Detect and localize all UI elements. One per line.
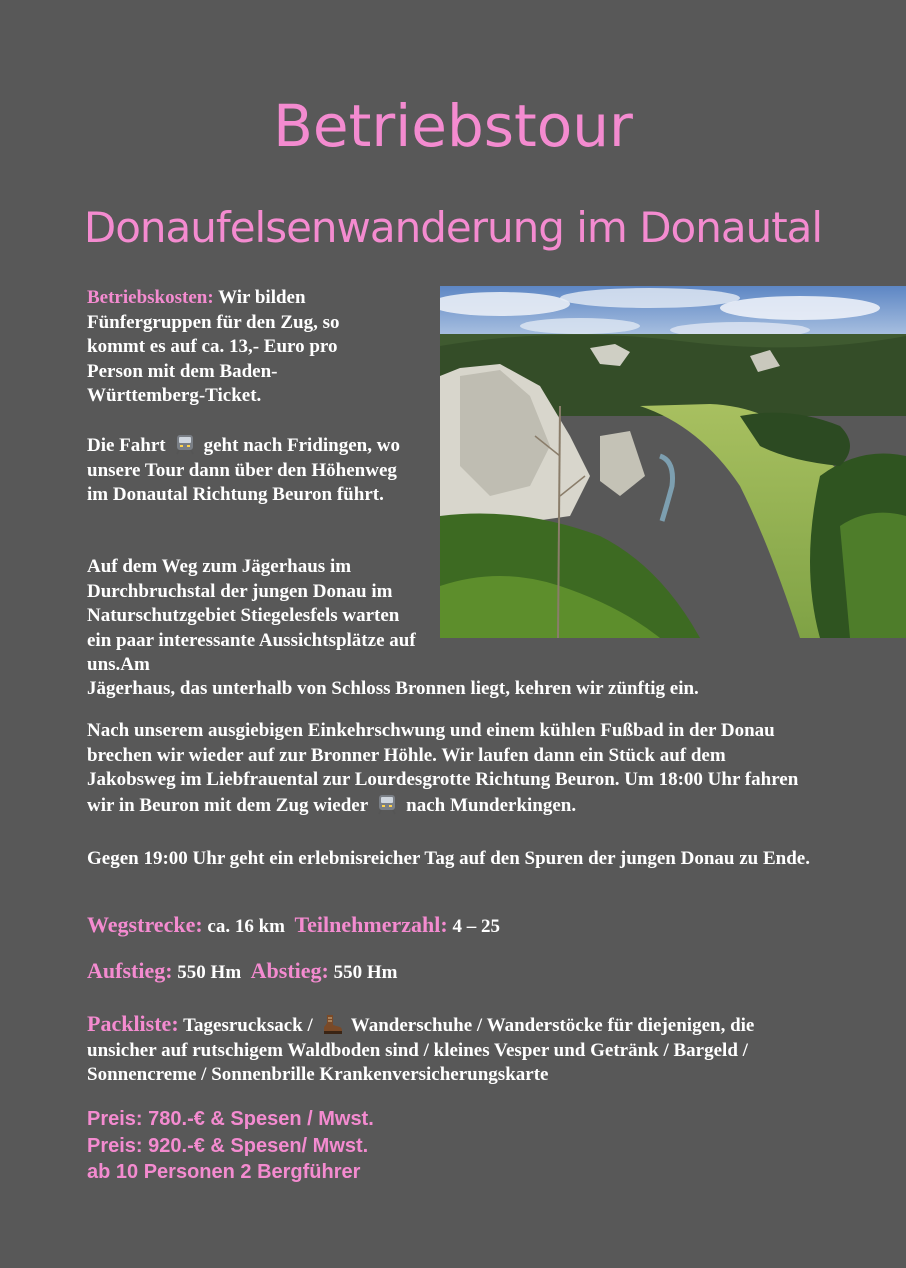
costs-label: Betriebskosten: [87, 287, 214, 308]
guides-note: ab 10 Personen 2 Bergführer [87, 1161, 361, 1183]
journey-text-end: geht nach Fridingen, wo unsere Tour dann über den Höhenweg im Donautal Richtung Beuron führt. [87, 435, 400, 505]
afternoon-paragraph [87, 719, 807, 818]
distance-value: ca. 16 km [207, 916, 285, 937]
distance-participants-line [87, 913, 847, 940]
descent-value: 550 Hm [333, 962, 398, 983]
ascent-descent-line [87, 959, 847, 986]
price-list [87, 1106, 787, 1186]
journey-paragraph [87, 433, 417, 508]
train-icon [174, 433, 196, 455]
afternoon-text-start: Nach unserem ausgiebigen Einkehrschwung und einem kühlen Fußbad in der Donau brechen wir wieder auf zur Bronner Höhle. Wir laufen dann ein Stück auf dem Jakobsweg im Liebfrauental zur Lourdesgrotte Richtung Beuron. Um 18:00 Uhr fahren wir in Beuron mit dem Zug wieder [87, 720, 799, 816]
ending-paragraph: Gegen 19:00 Uhr geht ein erlebnisreicher Tag auf den Spuren der jungen Donau zu Ende. [87, 848, 810, 869]
packing-text-end: Wanderschuhe / Wanderstöcke für diejenigen, die unsicher auf rutschigem Waldboden sind / kleines Vesper und Getränk / Bargeld / Sonnencreme / Sonnenbrille Krankenversicherungskarte [87, 1015, 755, 1085]
route-paragraph-2: Jägerhaus, das unterhalb von Schloss Bronnen liegt, kehren wir zünftig ein. [87, 678, 699, 699]
participants-value: 4 – 25 [452, 916, 500, 937]
price-line-1: Preis: 780.-€ & Spesen / Mwst. [87, 1108, 374, 1130]
danube-valley-photo [440, 286, 906, 638]
descent-label: Abstieg: [250, 958, 329, 983]
ascent-label: Aufstieg: [87, 958, 173, 983]
ascent-value: 550 Hm [177, 962, 242, 983]
hiking-boot-icon [321, 1013, 343, 1035]
route-paragraph-1: Auf dem Weg zum Jägerhaus im Durchbruchstal der jungen Donau im Naturschutzgebiet Stiegelesfels warten ein paar interessante Aussichtsplätze auf uns.Am [87, 556, 416, 675]
packing-paragraph [87, 1012, 807, 1088]
page-subtitle: Donaufelsenwanderung im Donautal [83, 203, 823, 252]
afternoon-text-end: nach Munderkingen. [406, 794, 577, 816]
costs-text: Wir bilden Fünfergruppen für den Zug, so kommt es auf ca. 13,- Euro pro Person mit dem Baden-Württemberg-Ticket. [87, 287, 340, 406]
journey-text-start: Die Fahrt [87, 435, 166, 456]
train-icon [376, 793, 398, 815]
page-title: Betriebstour [273, 92, 633, 160]
price-line-2: Preis: 920.-€ & Spesen/ Mwst. [87, 1134, 369, 1157]
distance-label: Wegstrecke: [87, 912, 203, 937]
packing-text-start: Tagesrucksack / [183, 1015, 313, 1036]
packing-label: Packliste: [87, 1011, 179, 1036]
costs-paragraph [87, 286, 387, 409]
participants-label: Teilnehmerzahl: [294, 912, 448, 937]
